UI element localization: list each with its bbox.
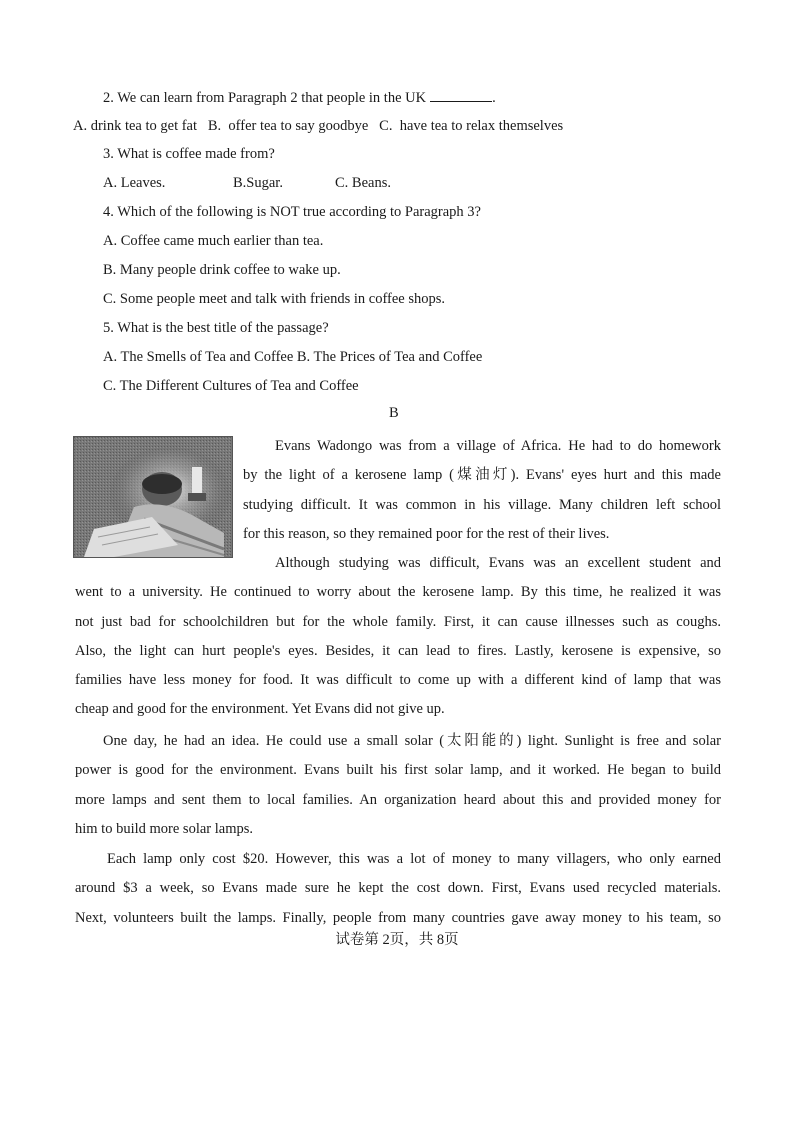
section-letter: B <box>389 405 399 421</box>
question-3-option-a: A. Leaves. <box>103 175 166 191</box>
question-2-stem <box>103 87 496 108</box>
p2-line-4: Also, the light can hurt people's eyes. Besides, it can lead to fires. Lastly, kerosene is expensive, so <box>75 642 721 659</box>
question-2-options: A. drink tea to get fat B. offer tea to say goodbye C. have tea to relax themselves <box>73 118 564 134</box>
p3-line-2: power is good for the environment. Evans built his first solar lamp, and it worked. He began to build <box>75 762 721 779</box>
passage-paragraph-3 <box>75 727 721 844</box>
question-5-stem: 5. What is the best title of the passage? <box>103 320 329 336</box>
p2-line-5: families have less money for food. It was difficult to come up with a different kind of lamp that was <box>75 672 721 689</box>
p2-line-3: not just bad for schoolchildren but for the whole family. First, it can cause illnesses such as coughs. <box>75 613 721 630</box>
question-4-option-c: C. Some people meet and talk with friends in coffee shops. <box>103 291 446 307</box>
question-2-text: 2. We can learn from Paragraph 2 that people in the UK <box>103 90 427 106</box>
p4-line-2: around $3 a week, so Evans made sure he kept the cost down. First, Evans used recycled materials. <box>75 880 721 897</box>
question-3-stem: 3. What is coffee made from? <box>103 146 275 162</box>
passage-paragraph-2 <box>75 549 721 725</box>
question-2-end: . <box>492 90 496 106</box>
question-4-option-a: A. Coffee came much earlier than tea. <box>103 233 324 249</box>
question-5-options-ab: A. The Smells of Tea and Coffee B. The Prices of Tea and Coffee <box>103 349 483 365</box>
passage-paragraph-1 <box>243 432 721 549</box>
p2-line-6: cheap and good for the environment. Yet Evans did not give up. <box>75 701 445 718</box>
p3-line-4: him to build more solar lamps. <box>75 820 254 837</box>
p3-line-1: One day, he had an idea. He could use a small solar (太阳能的) light. Sunlight is free and solar <box>103 733 721 749</box>
p3-line-3: more lamps and sent them to local families. An organization heard about this and provided money for <box>75 791 721 808</box>
p4-line-1: Each lamp only cost $20. However, this was a lot of money to many villagers, who only earned <box>107 851 721 867</box>
p2-line-1: Although studying was difficult, Evans was an excellent student and <box>275 555 721 571</box>
question-4-stem: 4. Which of the following is NOT true according to Paragraph 3? <box>103 204 481 220</box>
photo-child-studying-icon <box>73 436 233 558</box>
p2-line-2: went to a university. He continued to worry about the kerosene lamp. By this time, he realized it was <box>75 584 721 601</box>
p1-line-1: Evans Wadongo was from a village of Africa. He had to do homework <box>275 438 721 454</box>
p1-line-2: by the light of a kerosene lamp (煤油灯). Evans' eyes hurt and this made <box>243 467 721 484</box>
passage-paragraph-4 <box>75 845 721 933</box>
page-footer: 试卷第 2页，共 8页 <box>335 932 459 948</box>
question-3-option-c: C. Beans. <box>335 175 391 191</box>
question-4-option-b: B. Many people drink coffee to wake up. <box>103 262 341 278</box>
p1-line-3: studying difficult. It was common in his village. Many children left school <box>243 496 721 513</box>
question-5-option-c: C. The Different Cultures of Tea and Coffee <box>103 378 359 394</box>
p4-line-3: Next, volunteers built the lamps. Finally, people from many countries gave away money to his team, so <box>75 909 721 926</box>
p1-line-4: for this reason, so they remained poor for the rest of their lives. <box>243 525 610 542</box>
answer-blank <box>430 87 492 102</box>
question-3-option-b: B.Sugar. <box>233 175 283 191</box>
